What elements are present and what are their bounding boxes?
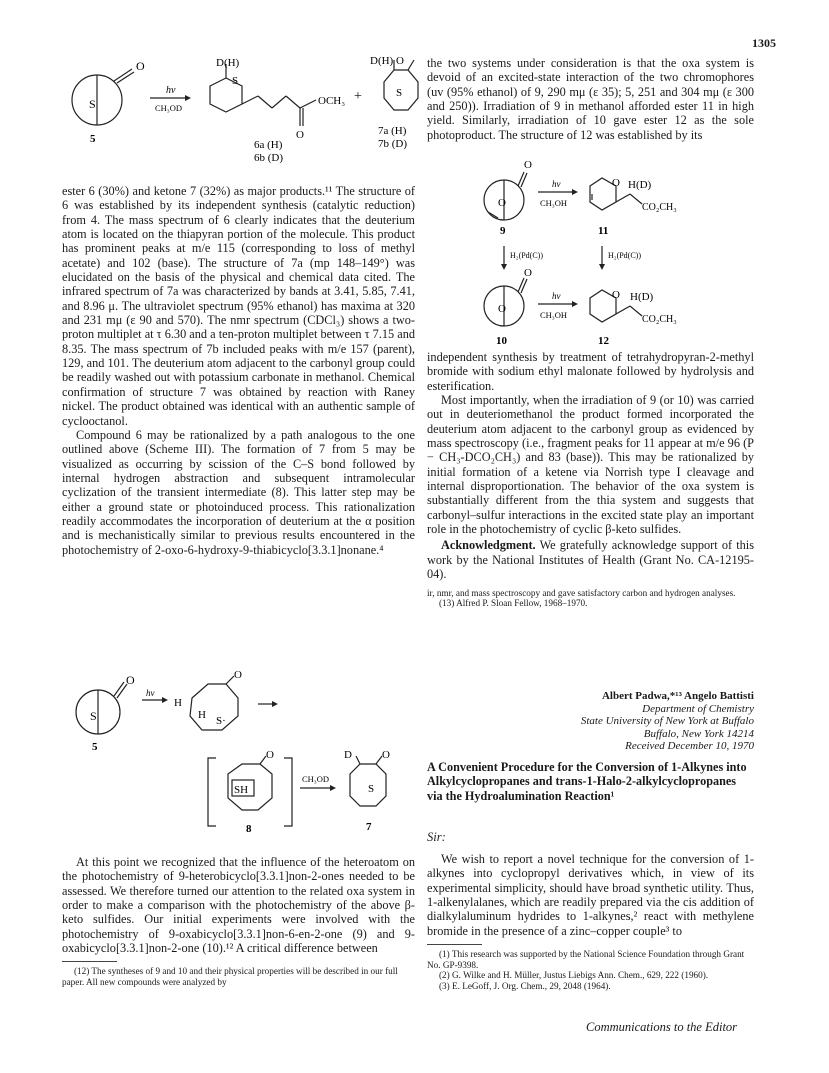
paragraph: ester 6 (30%) and ketone 7 (32%) as major products.¹¹ The structure of 6 was established by its independent synthesis (catalytic reduction) from 4. The mass spectrum of 6 clearly indicates that the deuterium atom is located on the thiapyran portion of the molecule. This product has prominent peaks at m/e 115 (corresponding to loss of methyl acetate) and 102 (base). The structure of 7a (mp 148–149°) was elucidated on the basis of the physical and chemical data cited. The infrared spectrum of 7a was characterized by bands at 3.41, 5.85, 7.41, and 8.96 μ. The ultraviolet spectrum (95% ethanol) has maxima at 320 and 231 mμ (ε 90 and 570). The nmr spectrum (CDCl₃) shows a two-proton multiplet at τ 6.30 and a ten-proton multiplet between τ 7.15 and 8.35. The mass spectrum of 7b included peaks with m/e 157 (parent), 129, and 101. The deuterium atom adjacent to the carbonyl group could be readily washed out with potassium carbonate in methanol. Chemical confirmation of structure 7 was obtained by reaction with Raney nickel. The product obtained was identical with an authentic sample of cyclooctanol.	[62, 184, 415, 428]
compound-5-structure	[72, 69, 134, 125]
author-names: Albert Padwa,*¹³ Angelo Battisti	[601, 690, 754, 702]
left-column-bottom	[62, 855, 415, 988]
acknowledgment-text: We gratefully acknowledge support of this work by the National Institutes of Health (Grant No. CA-12195-04).	[427, 538, 754, 582]
label-o: O	[498, 197, 506, 209]
label-och3: OCH₃	[318, 95, 346, 107]
received-date: Received December 10, 1970	[625, 740, 754, 753]
label-o: O	[612, 289, 620, 301]
compound-5-structure	[76, 682, 127, 734]
arrow-solvent: CH₃OD	[302, 774, 330, 784]
page-footer: Communications to the Editor	[586, 1020, 738, 1034]
label-co2ch3: CO₂CH₃	[642, 314, 677, 325]
label-s-radical: S·	[216, 715, 226, 727]
arrow-solvent: CH₃OH	[540, 310, 568, 320]
label-dh-o: D(H) O	[370, 55, 404, 67]
footnote-rule	[62, 961, 117, 962]
compound-number-11: 11	[598, 225, 609, 237]
compound-number-7: 7	[366, 821, 372, 833]
acknowledgment	[427, 538, 754, 581]
salutation: Sir:	[427, 830, 446, 844]
compound-number-12: 12	[598, 335, 609, 347]
arrow-solvent: CH₃OH	[540, 198, 568, 208]
compound-number-5: 5	[90, 133, 96, 145]
label-o: O	[126, 673, 135, 687]
compound-number-5: 5	[92, 741, 98, 753]
label-o: O	[266, 749, 274, 761]
footnote-1: (1) This research was supported by the National Science Foundation through Grant No. GP-9398.	[427, 949, 745, 970]
label-s: S	[90, 709, 97, 723]
paragraph: independent synthesis by treatment of tetrahydropyran-2-methyl bromide with sodium ethyl malonate followed by hydrolysis and esterification.	[427, 350, 754, 393]
compound-number-9: 9	[500, 225, 506, 237]
label-s: S	[368, 783, 375, 795]
label-o: O	[234, 669, 242, 681]
footnote-2: (2) G. Wilke and H. Müller, Justus Liebigs Ann. Chem., 629, 222 (1960).	[439, 970, 709, 981]
label-o: O	[382, 749, 390, 761]
footnote-13: (13) Alfred P. Sloan Fellow, 1968–1970.	[439, 598, 588, 609]
label-o: O	[524, 267, 532, 279]
hydrogenation-reagent: H₂(Pd(C))	[510, 251, 544, 260]
paragraph: Compound 6 may be rationalized by a path analogous to the one outlined above (Scheme III). The formation of 7 from 5 may be visualized as occurring by scission of the C–S bond followed by internal hydrogen abstraction and subsequent intramolecular cyclization of the transient intermediate (8). This latter step may be either a ground state or photoinduced process. This rationalization readily accommodates the incorporation of deuterium at the α position and is mechanistically similar to previous results encountered in the photochemistry of 2-oxo-6-hydroxy-9-thiabicyclo[3.3.1]nonane.⁴	[62, 427, 415, 557]
footnote-continuation: ir, nmr, and mass spectroscopy and gave satisfactory carbon and hydrogen analyses.	[427, 587, 736, 598]
label-hd: H(D)	[630, 291, 654, 303]
label-o: O	[612, 177, 620, 189]
article-title: A Convenient Procedure for the Conversion of 1-Alkynes into Alkylcyclopropanes and trans-1-Halo-2-alkylcyclopropanes via the Hydroalumination Reaction¹	[427, 760, 747, 803]
author-university: State University of New York at Buffalo	[580, 715, 754, 728]
compound-6-structure	[210, 64, 316, 126]
compound-number-6b: 6b (D)	[254, 152, 284, 164]
label-s: S	[232, 75, 239, 87]
scheme-3	[480, 158, 740, 346]
compound-10-structure	[484, 278, 527, 326]
scheme-2	[62, 669, 417, 846]
label-o: O	[296, 129, 304, 141]
arrow-hv: hν	[552, 291, 561, 301]
footnote-rule	[427, 944, 482, 945]
author-block	[427, 690, 754, 753]
compound-7-structure	[350, 756, 386, 806]
paragraph: At this point we recognized that the influence of the heteroatom on the photochemistry of 9-heterobicyclo[3.3.1]non-2-ones needed to be assessed. We therefore turned our attention to the related oxa system in order to make a comparison with the photochemistry of the above β-keto sulfides. Our initial experiments were involved with the photochemistry of 9-oxabicyclo[3.3.1]non-6-en-2-one (9) and 9-oxabicyclo[3.3.1]non-2-one (10).¹² A critical difference between	[62, 855, 415, 956]
label-o: O	[524, 159, 532, 171]
label-hd: H(D)	[628, 179, 652, 191]
footnote-12: (12) The syntheses of 9 and 10 and their physical properties will be described in our full paper. All new compounds were analyzed by	[62, 966, 398, 987]
label-h: H	[198, 709, 206, 721]
arrow-head	[501, 264, 507, 270]
arrow-head	[572, 301, 578, 307]
footnote-3: (3) E. LeGoff, J. Org. Chem., 29, 2048 (1964).	[439, 980, 611, 991]
hydrogenation-reagent: H₂(Pd(C))	[608, 251, 642, 260]
label-dh: D(H)	[216, 57, 240, 69]
arrow-hv: hν	[146, 688, 155, 698]
author-city: Buffalo, New York 14214	[643, 727, 754, 740]
arrow-solvent: CH₃OD	[155, 103, 183, 113]
right-column-middle	[427, 350, 754, 609]
scheme-1	[62, 56, 422, 176]
intermediate-8-structure	[208, 756, 292, 826]
arrow-head	[162, 697, 168, 703]
compound-number-7b: 7b (D)	[378, 138, 408, 150]
arrow-hv: hν	[166, 85, 176, 96]
plus-sign: +	[354, 89, 362, 104]
label-d: D	[344, 749, 352, 761]
label-co2ch3: CO₂CH₃	[642, 202, 677, 213]
label-s: S	[396, 87, 403, 99]
compound-number-7a: 7a (H)	[378, 125, 407, 137]
right-column-top	[427, 56, 754, 142]
left-column-top	[62, 184, 415, 557]
acknowledgment-heading: Acknowledgment.	[441, 538, 536, 553]
arrow-head	[572, 189, 578, 195]
author-department: Department of Chemistry	[642, 702, 754, 715]
label-sh: SH	[234, 784, 249, 796]
arrow-head	[272, 701, 278, 707]
compound-number-10: 10	[496, 335, 507, 347]
paragraph: the two systems under consideration is that the oxa system is devoid of an excited-state interaction of the two chromophores (uv (95% ethanol) of 9, 290 mμ (ε 35); 5, 251 and 304 mμ (ε 300 and 250)). Irradiation of 9 in methanol afforded ester 11 in high yield. Similarly, irradiation of 10 gave ester 12 as the sole photoproduct. The structure of 12 was established by its	[427, 56, 754, 142]
label-o: O	[136, 59, 145, 73]
compound-number-8: 8	[246, 823, 252, 835]
label-s: S	[89, 97, 96, 111]
compound-number-6a: 6a (H)	[254, 139, 283, 151]
label-o: O	[498, 303, 506, 315]
paragraph: Most importantly, when the irradiation of 9 (or 10) was carried out in deuteriomethanol the product formed incorporated the deuterium atom adjacent to the carbonyl group as evidenced by mass spectroscopy (i.e., fragment peaks for 11 appear at m/e 96 (P − CH₃-DCO₂CH₃) and 83 (base)). This may be rationalized by initial formation of a ketene via Norrish type I cleavage and internal disproportionation. The behavior of the oxa system is substantially different from the thia system and suggests that carbonyl–sulfur interactions in the excited state play an important role in the photochemistry of cyclic β-keto sulfides.	[427, 393, 754, 537]
arrow-hv: hν	[552, 179, 561, 189]
label-h: H	[174, 697, 182, 709]
arrow-head	[330, 785, 336, 791]
arrow-head	[185, 95, 191, 101]
page-number: 1305	[752, 36, 776, 50]
article-body	[427, 852, 754, 991]
compound-7-structure	[384, 60, 418, 110]
compound-9-structure	[484, 172, 527, 220]
radical-intermediate-structure	[190, 676, 238, 730]
arrow-head	[599, 264, 605, 270]
paragraph: We wish to report a novel technique for the conversion of 1-alkynes into cyclopropyl derivatives which, in view of its experimental simplicity, should have broad synthetic utility. Thus, 1-alkenylalanes, which are readily prepared via the cis addition of dialkylaluminum hydrides to 1-alkynes,² react with methylene bromide in the presence of a zinc–copper couple³ to	[427, 852, 754, 938]
